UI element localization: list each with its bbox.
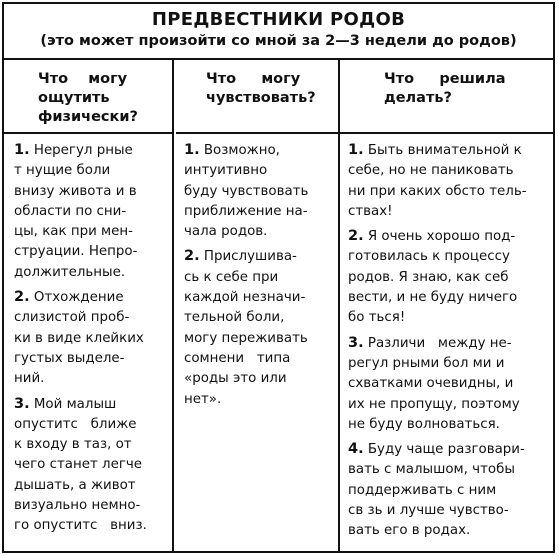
- item-text-line: сь к себе при: [184, 269, 279, 285]
- column-heading-feel: [176, 60, 340, 134]
- item-text-line: т нущие боли: [14, 163, 111, 179]
- item-text-line: густых выделе-: [14, 350, 125, 366]
- heading-line: Что могу: [206, 71, 301, 87]
- item-text-line: поддерживать с ним: [348, 482, 497, 498]
- item-text-line: ки в виде клейких: [14, 330, 144, 346]
- item-text-line: «роды это или: [184, 371, 287, 387]
- list-item: [14, 394, 164, 537]
- item-text-line: к входу в таз, от: [14, 437, 132, 453]
- item-text-line: опуститс ближе: [14, 416, 137, 432]
- item-number: 1.: [184, 142, 200, 158]
- item-text-line: регул рными бол ми и: [348, 355, 505, 371]
- heading-line: Что могу: [38, 71, 128, 87]
- item-number: 4.: [348, 441, 364, 458]
- list-item: [184, 246, 332, 409]
- heading-line: чувствовать?: [206, 90, 316, 106]
- item-text-line: родов. Я знаю, как себ: [348, 269, 509, 285]
- list-item: [14, 287, 164, 389]
- item-text-line: чего станет легче: [14, 457, 143, 473]
- item-text-line: вести, и не буду ничего: [348, 290, 518, 306]
- item-text-line: чала родов.: [184, 224, 268, 240]
- column-heading-physical: [4, 60, 172, 134]
- item-text-line: интуитивно: [184, 163, 268, 179]
- item-text-line: должительные.: [14, 264, 126, 280]
- item-text-line: сомнени типа: [184, 350, 291, 366]
- item-text-line: св зь и лучше чувство-: [348, 503, 509, 519]
- list-item: [348, 333, 545, 435]
- item-text-line: каждой незначи-: [184, 290, 306, 306]
- item-text-line: Я очень хорошо под-: [367, 229, 516, 245]
- heading-line: физически?: [38, 109, 138, 125]
- item-text-line: приближение на-: [184, 203, 308, 219]
- item-text-line: Прислушива-: [203, 249, 297, 265]
- item-text-line: ний.: [14, 371, 45, 387]
- column-actions: [340, 134, 553, 551]
- item-text-line: нет».: [184, 391, 222, 407]
- item-text-line: тельной боли,: [184, 310, 285, 326]
- item-text-line: Возможно,: [203, 143, 280, 158]
- item-number: 2.: [14, 289, 30, 306]
- list-item: [14, 140, 164, 283]
- item-number: 3.: [348, 334, 364, 351]
- table-subtitle: (это может произойти со мной за 2—3 недели до родов): [40, 33, 517, 49]
- item-text-line: Отхождение: [33, 290, 124, 306]
- item-text-line: визуально немно-: [14, 498, 141, 514]
- heading-line: ощутить: [38, 90, 110, 106]
- item-text-line: Нерегул рные: [33, 143, 133, 158]
- list-item: [348, 226, 545, 328]
- item-text-line: ни при каких обсто тель-: [348, 183, 527, 199]
- item-text-line: вать его в родах.: [348, 523, 471, 539]
- item-text-line: себе, но не паниковать: [348, 163, 514, 179]
- item-text-line: готовилась к процессу: [348, 249, 510, 265]
- heading-line: делать?: [384, 90, 452, 106]
- item-text-line: не буду волноваться.: [348, 416, 500, 432]
- item-text-line: дышать, а живот: [14, 477, 136, 493]
- item-number: 2.: [348, 228, 364, 245]
- item-number: 1.: [348, 142, 364, 158]
- item-text-line: их не пропущу, поэтому: [348, 396, 520, 412]
- item-text-line: внизу живота и в: [14, 183, 137, 199]
- item-text-line: бо ться!: [348, 310, 406, 326]
- item-text-line: области по сни-: [14, 203, 127, 219]
- item-text-line: вать с малышом, чтобы: [348, 462, 515, 478]
- item-text-line: слизистой проб-: [14, 310, 130, 326]
- column-divider: [172, 60, 174, 551]
- item-text-line: го опуститс вниз.: [14, 518, 147, 534]
- item-text-line: струации. Непро-: [14, 244, 138, 260]
- item-text-line: Быть внимательной к: [367, 143, 522, 158]
- precursors-table: [2, 2, 555, 553]
- heading-line: Что решила: [384, 71, 506, 87]
- item-number: 3.: [14, 395, 30, 412]
- item-number: 2.: [184, 248, 200, 265]
- list-item: [184, 140, 332, 242]
- table-title: ПРЕДВЕСТНИКИ РОДОВ: [151, 9, 406, 30]
- item-text-line: могу переживать: [184, 330, 308, 346]
- item-text-line: схватками очевидны, и: [348, 376, 514, 392]
- column-physical: [4, 134, 172, 551]
- item-text-line: ствах!: [348, 203, 393, 219]
- table-header: [4, 4, 553, 60]
- item-text-line: Различи между не-: [367, 335, 512, 351]
- list-item: [348, 439, 545, 541]
- item-number: 1.: [14, 142, 30, 158]
- column-feel: [176, 134, 340, 551]
- item-text-line: Мой малыш: [33, 396, 117, 412]
- item-text-line: Буду чаще разговари-: [367, 442, 525, 458]
- column-heading-actions: [340, 60, 553, 134]
- item-text-line: цы, как при мен-: [14, 224, 133, 240]
- list-item: [348, 140, 545, 222]
- item-text-line: буду чувствовать: [184, 183, 309, 199]
